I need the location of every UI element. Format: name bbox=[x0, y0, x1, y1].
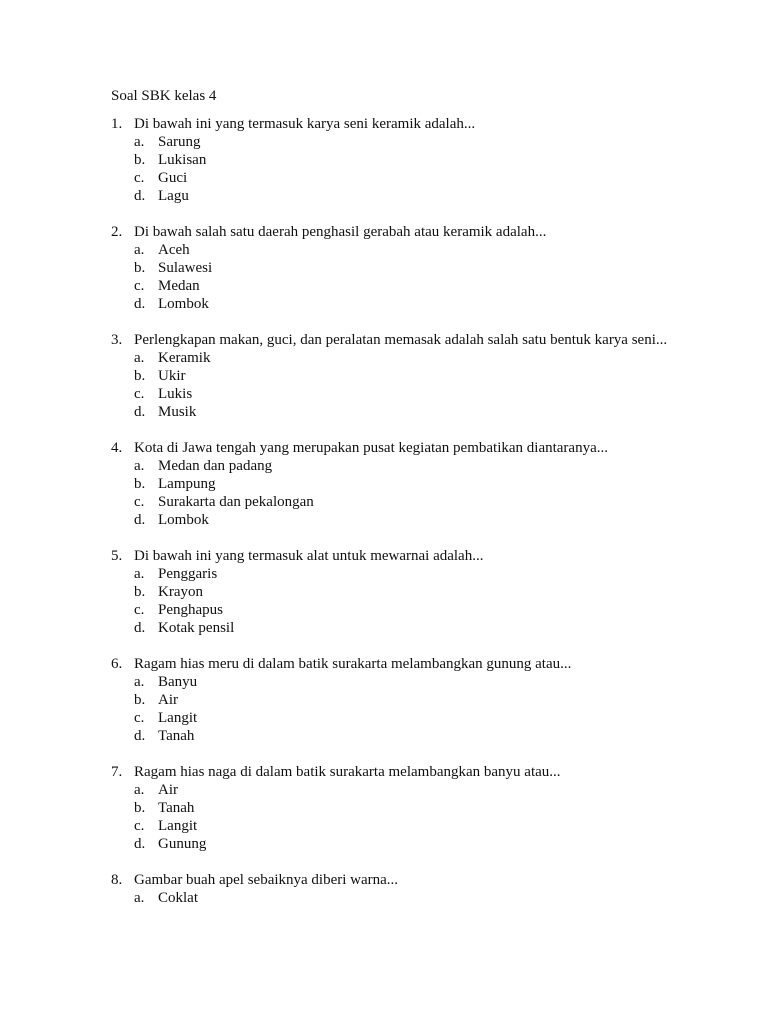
option-letter: b. bbox=[134, 476, 146, 492]
document-title: Soal SBK kelas 4 bbox=[111, 88, 217, 104]
option-text: Tanah bbox=[158, 800, 195, 816]
option-letter: c. bbox=[134, 710, 145, 726]
option-d bbox=[134, 295, 671, 313]
question-2 bbox=[111, 223, 671, 313]
question-list bbox=[111, 115, 671, 925]
option-text: Coklat bbox=[158, 890, 198, 906]
option-letter: b. bbox=[134, 260, 146, 276]
option-text: Krayon bbox=[158, 584, 203, 600]
option-text: Sarung bbox=[158, 134, 201, 150]
option-letter: c. bbox=[134, 818, 145, 834]
question-number: 2. bbox=[111, 224, 123, 240]
option-letter: c. bbox=[134, 170, 145, 186]
option-text: Guci bbox=[158, 170, 188, 186]
option-c bbox=[134, 169, 671, 187]
question-4 bbox=[111, 439, 671, 529]
option-letter: a. bbox=[134, 890, 145, 906]
option-letter: a. bbox=[134, 458, 145, 474]
option-letter: d. bbox=[134, 728, 146, 744]
question-text: Gambar buah apel sebaiknya diberi warna... bbox=[134, 872, 399, 888]
option-list bbox=[111, 457, 671, 529]
question-line bbox=[111, 655, 671, 673]
question-text: Ragam hias meru di dalam batik surakarta melambangkan gunung atau... bbox=[134, 656, 572, 672]
question-number: 5. bbox=[111, 548, 123, 564]
question-line bbox=[111, 223, 671, 241]
option-text: Langit bbox=[158, 710, 198, 726]
option-text: Penggaris bbox=[158, 566, 218, 582]
option-text: Musik bbox=[158, 404, 197, 420]
option-letter: b. bbox=[134, 584, 146, 600]
option-a bbox=[134, 889, 671, 907]
option-b bbox=[134, 475, 671, 493]
option-list bbox=[111, 781, 671, 853]
option-text: Kotak pensil bbox=[158, 620, 235, 636]
option-list bbox=[111, 889, 671, 907]
question-line bbox=[111, 439, 671, 457]
option-a bbox=[134, 241, 671, 259]
option-text: Tanah bbox=[158, 728, 195, 744]
option-letter: a. bbox=[134, 134, 145, 150]
option-text: Lukis bbox=[158, 386, 193, 402]
option-letter: c. bbox=[134, 278, 145, 294]
option-text: Surakarta dan pekalongan bbox=[158, 494, 314, 510]
option-list bbox=[111, 565, 671, 637]
option-d bbox=[134, 619, 671, 637]
option-letter: d. bbox=[134, 296, 146, 312]
question-number: 6. bbox=[111, 656, 123, 672]
option-b bbox=[134, 259, 671, 277]
option-d bbox=[134, 511, 671, 529]
question-3 bbox=[111, 331, 671, 421]
question-text: Ragam hias naga di dalam batik surakarta melambangkan banyu atau... bbox=[134, 764, 561, 780]
option-letter: c. bbox=[134, 494, 145, 510]
option-c bbox=[134, 817, 671, 835]
option-letter: d. bbox=[134, 620, 146, 636]
option-a bbox=[134, 673, 671, 691]
option-letter: c. bbox=[134, 386, 145, 402]
option-a bbox=[134, 781, 671, 799]
option-letter: b. bbox=[134, 692, 146, 708]
option-text: Lombok bbox=[158, 512, 209, 528]
question-text: Perlengkapan makan, guci, dan peralatan memasak adalah salah satu bentuk karya seni... bbox=[134, 332, 668, 348]
question-line bbox=[111, 871, 671, 889]
option-letter: d. bbox=[134, 188, 146, 204]
option-b bbox=[134, 151, 671, 169]
question-line bbox=[111, 763, 671, 781]
question-number: 8. bbox=[111, 872, 123, 888]
option-letter: a. bbox=[134, 242, 145, 258]
option-letter: c. bbox=[134, 602, 145, 618]
option-letter: a. bbox=[134, 350, 145, 366]
option-letter: d. bbox=[134, 512, 146, 528]
option-text: Sulawesi bbox=[158, 260, 213, 276]
option-b bbox=[134, 691, 671, 709]
option-text: Lampung bbox=[158, 476, 216, 492]
option-a bbox=[134, 565, 671, 583]
option-letter: a. bbox=[134, 566, 145, 582]
option-d bbox=[134, 187, 671, 205]
option-list bbox=[111, 241, 671, 313]
question-text: Di bawah salah satu daerah penghasil gerabah atau keramik adalah... bbox=[134, 224, 547, 240]
option-list bbox=[111, 133, 671, 205]
option-text: Gunung bbox=[158, 836, 207, 852]
option-text: Lukisan bbox=[158, 152, 207, 168]
question-7 bbox=[111, 763, 671, 853]
option-letter: a. bbox=[134, 674, 145, 690]
option-d bbox=[134, 403, 671, 421]
option-d bbox=[134, 835, 671, 853]
option-text: Keramik bbox=[158, 350, 211, 366]
option-c bbox=[134, 277, 671, 295]
option-c bbox=[134, 601, 671, 619]
question-text: Di bawah ini yang termasuk karya seni keramik adalah... bbox=[134, 116, 476, 132]
question-5 bbox=[111, 547, 671, 637]
option-text: Lagu bbox=[158, 188, 189, 204]
question-number: 7. bbox=[111, 764, 123, 780]
question-line bbox=[111, 547, 671, 565]
option-text: Langit bbox=[158, 818, 198, 834]
question-number: 3. bbox=[111, 332, 123, 348]
option-letter: b. bbox=[134, 368, 146, 384]
option-text: Banyu bbox=[158, 674, 198, 690]
question-line bbox=[111, 331, 671, 349]
option-a bbox=[134, 349, 671, 367]
option-c bbox=[134, 385, 671, 403]
question-number: 4. bbox=[111, 440, 123, 456]
option-list bbox=[111, 349, 671, 421]
option-b bbox=[134, 583, 671, 601]
option-text: Air bbox=[158, 692, 178, 708]
option-text: Penghapus bbox=[158, 602, 223, 618]
question-text: Kota di Jawa tengah yang merupakan pusat kegiatan pembatikan diantaranya... bbox=[134, 440, 608, 456]
option-text: Ukir bbox=[158, 368, 186, 384]
option-text: Medan dan padang bbox=[158, 458, 273, 474]
option-text: Medan bbox=[158, 278, 200, 294]
question-text: Di bawah ini yang termasuk alat untuk mewarnai adalah... bbox=[134, 548, 484, 564]
option-letter: d. bbox=[134, 836, 146, 852]
option-b bbox=[134, 799, 671, 817]
question-number: 1. bbox=[111, 116, 123, 132]
option-list bbox=[111, 673, 671, 745]
question-8 bbox=[111, 871, 671, 907]
option-b bbox=[134, 367, 671, 385]
option-a bbox=[134, 457, 671, 475]
question-6 bbox=[111, 655, 671, 745]
option-letter: b. bbox=[134, 152, 146, 168]
option-letter: d. bbox=[134, 404, 146, 420]
option-text: Lombok bbox=[158, 296, 209, 312]
option-c bbox=[134, 493, 671, 511]
option-c bbox=[134, 709, 671, 727]
option-a bbox=[134, 133, 671, 151]
option-d bbox=[134, 727, 671, 745]
option-text: Air bbox=[158, 782, 178, 798]
option-letter: b. bbox=[134, 800, 146, 816]
option-text: Aceh bbox=[158, 242, 190, 258]
question-1 bbox=[111, 115, 671, 205]
option-letter: a. bbox=[134, 782, 145, 798]
question-line bbox=[111, 115, 671, 133]
